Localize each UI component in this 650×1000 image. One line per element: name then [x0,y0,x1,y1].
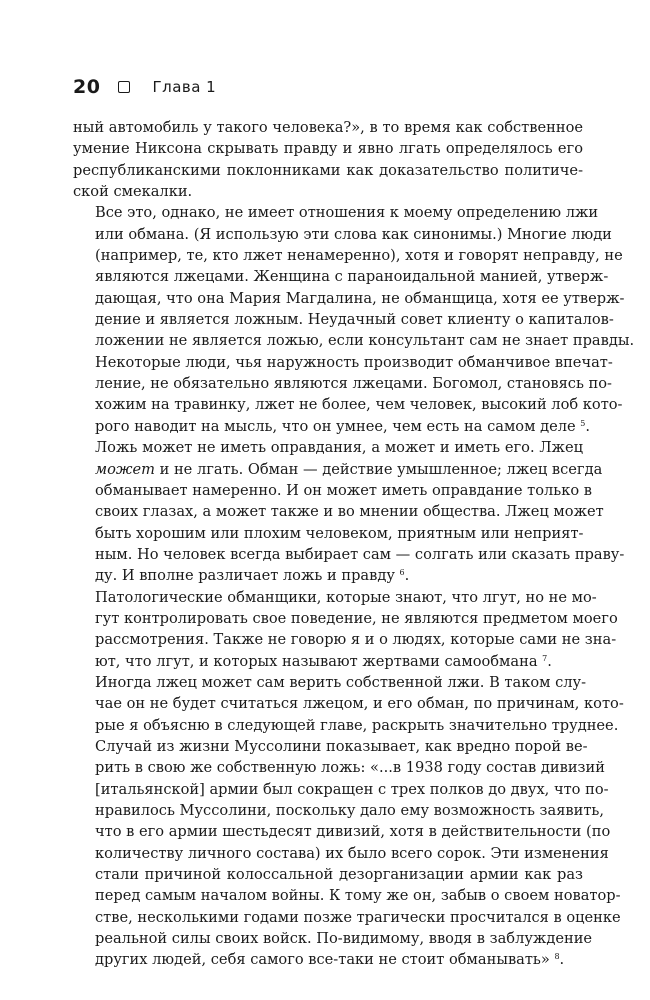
text-line: являются лжецами. Женщина с параноидальной манией, утверж- [95,268,609,286]
page-number: 20 [73,76,101,98]
text-line: количеству личного состава) их было всего сорок. Эти изменения [95,844,609,862]
text-line: реальной силы своих войск. По-видимому, вводя в заблуждение [95,930,593,948]
text-line: ление, не обязательно являются лжецами. Богомол, становясь по- [95,375,612,393]
paragraph [73,202,635,437]
body-text [73,117,635,971]
text-line: Ложь может не иметь оправдания, а может и иметь его. Лжец [95,439,583,457]
text-line: быть хорошим или плохим человеком, приятным или неприят- [95,524,584,542]
text-line: рого наводит на мысль, что он умнее, чем есть на самом деле $^5$. [95,417,590,435]
text-line: ской смекалки. [73,183,193,201]
text-line: перед самым началом войны. К тому же он, забыв о своем новатор- [95,887,621,905]
chapter-title: Глава 1 [152,78,217,96]
text-line: [итальянской] армии был сокращен с трех полков до двух, что по- [95,780,609,798]
text-line: хожим на травинку, лжет не более, чем человек, высокий лоб кото- [95,396,623,414]
paragraph [73,672,624,971]
text-line: ложении не является ложью, если консультант сам не знает правды. [95,332,635,350]
text-line: обманывает намеренно. И он может иметь оправдание только в [95,481,592,499]
text-line: ют, что лгут, и которых называют жертвами самообмана $^7$. [95,652,552,670]
text-line: ду. И вполне различает ложь и правду $^6$. [95,567,410,585]
text-line: дающая, что она Мария Магдалина, не обманщица, хотя ее утверж- [95,289,625,307]
text-line: ный автомобиль у такого человека?», в то время как собственное [73,119,583,136]
text-line: умение Никсона скрывать правду и явно лгать определялось его [73,140,583,158]
text-line: нравилось Муссолини, поскольку дало ему возможность заявить, [95,802,605,819]
text-line: чае он не будет считаться лжецом, и его обман, по причинам, кото- [95,695,624,713]
footnote-marker[interactable]: 8 [554,952,560,962]
text-line: что в его армии шестьдесят дивизий, хотя в действительности (по [95,823,611,841]
text-line: может и не лгать. Обман — действие умышленное; лжец всегда [95,460,603,478]
text-line: своих глазах, а может также и во мнении общества. Лжец может [95,503,604,521]
page-header [73,76,216,98]
text-line: стали причиной колоссальной дезорганизации армии как раз [95,866,583,884]
text-line: рассмотрения. Также не говорю я и о людях, которые сами не зна- [95,631,617,649]
text-line: республиканскими поклонниками как доказательство политиче- [73,161,583,179]
paragraph [73,437,625,586]
text-line: рить в свою же собственную ложь: «...в 1938 году состав дивизий [95,759,605,777]
text-line: Случай из жизни Муссолини показывает, как вредно порой ве- [95,737,588,755]
text-line: других людей, себя самого все-таки не стоит обманывать» $^8$. [95,951,565,969]
text-line: Некоторые люди, чья наружность производит обманчивое впечат- [95,353,613,371]
text-line: ным. Но человек всегда выбирает сам — солгать или сказать праву- [95,545,625,563]
footnote-marker[interactable]: 5 [580,418,586,428]
footnote-marker[interactable]: 6 [399,568,405,578]
text-line: (например, те, кто лжет ненамеренно), хотя и говорят неправду, не [95,247,623,265]
text-line: Все это, однако, не имеет отношения к моему определению лжи [95,204,599,222]
square-bullet-icon [118,81,130,93]
text-line: гут контролировать свое поведение, не являются предметом моего [95,609,618,627]
text-line: или обмана. (Я использую эти слова как синонимы.) Многие люди [95,225,612,243]
text-line: Иногда лжец может сам верить собственной лжи. В таком слу- [95,673,587,691]
text-line: Патологические обманщики, которые знают, что лгут, но не мо- [95,588,597,606]
paragraph [73,587,618,672]
footnote-marker[interactable]: 7 [542,653,548,663]
text-line: дение и является ложным. Неудачный совет клиенту о капиталов- [95,311,614,329]
text-line: стве, несколькими годами позже трагически просчитался в оценке [95,908,621,926]
text-line: рые я объясню в следующей главе, раскрыть значительно труднее. [95,716,619,734]
paragraph [73,117,583,202]
